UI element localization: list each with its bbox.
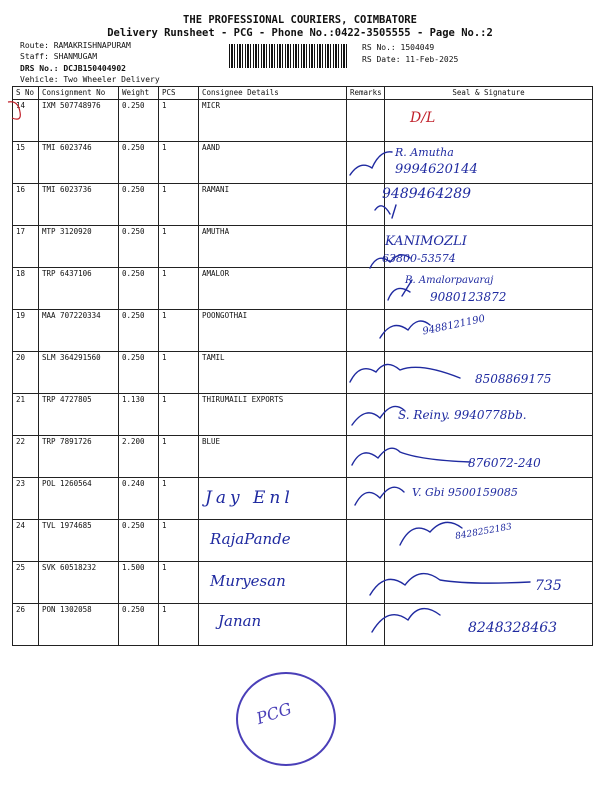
consignment-cell: TRP 6437106 bbox=[39, 268, 119, 310]
remarks-cell bbox=[347, 520, 385, 562]
pcs-cell: 1 bbox=[159, 142, 199, 184]
remarks-cell bbox=[347, 352, 385, 394]
remarks-cell bbox=[347, 184, 385, 226]
handwritten-phone: 8248328463 bbox=[468, 620, 558, 636]
sno-cell: 25 bbox=[13, 562, 39, 604]
handwritten-phone: 63800-53574 bbox=[382, 252, 456, 265]
consignee-cell: TAMIL bbox=[199, 352, 347, 394]
remarks-cell bbox=[347, 268, 385, 310]
route-label: Route: RAMAKRISHNAPURAM bbox=[20, 41, 131, 50]
pcs-cell: 1 bbox=[159, 604, 199, 646]
consignment-cell: POL 1260564 bbox=[39, 478, 119, 520]
col-consignment: Consignment No bbox=[39, 87, 119, 100]
vehicle-label: Vehicle: Two Wheeler Delivery bbox=[20, 75, 160, 84]
weight-cell: 1.500 bbox=[119, 562, 159, 604]
weight-cell: 1.130 bbox=[119, 394, 159, 436]
handwritten-phone: 9080123872 bbox=[430, 290, 507, 304]
remarks-cell bbox=[347, 100, 385, 142]
company-title: THE PROFESSIONAL COURIERS, COIMBATORE bbox=[183, 14, 417, 26]
consignment-cell: TVL 1974685 bbox=[39, 520, 119, 562]
pcs-cell: 1 bbox=[159, 394, 199, 436]
signature-cell bbox=[385, 310, 593, 352]
consignee-cell: AAND bbox=[199, 142, 347, 184]
sno-cell: 22 bbox=[13, 436, 39, 478]
handwritten-remark: D/L bbox=[410, 110, 436, 126]
consignment-cell: TRP 7891726 bbox=[39, 436, 119, 478]
handwritten-phone: 8508869175 bbox=[475, 372, 552, 386]
weight-cell: 0.250 bbox=[119, 352, 159, 394]
handwritten-consignee: Jay Enl bbox=[205, 488, 294, 508]
handwritten-consignee: Janan bbox=[218, 612, 262, 630]
consignment-cell: SLM 364291560 bbox=[39, 352, 119, 394]
staff-label: Staff: SHANMUGAM bbox=[20, 52, 98, 61]
company-stamp bbox=[236, 672, 336, 766]
remarks-cell bbox=[347, 604, 385, 646]
consignee-cell: THIRUMAILI EXPORTS bbox=[199, 394, 347, 436]
handwritten-name: KANIMOZLI bbox=[385, 234, 467, 249]
runsheet-table bbox=[12, 86, 593, 646]
sno-cell: 24 bbox=[13, 520, 39, 562]
col-consignee: Consignee Details bbox=[199, 87, 347, 100]
consignee-cell: POONGOTHAI bbox=[199, 310, 347, 352]
sno-cell: 20 bbox=[13, 352, 39, 394]
handwritten-name: R. Amutha bbox=[395, 146, 454, 159]
pcs-cell: 1 bbox=[159, 310, 199, 352]
drs-value: DCJB150404902 bbox=[63, 64, 126, 73]
table-row bbox=[13, 226, 593, 268]
remarks-cell bbox=[347, 436, 385, 478]
weight-cell: 0.250 bbox=[119, 520, 159, 562]
rs-number: RS No.: 1504049 bbox=[362, 43, 435, 52]
handwritten-phone: 9488121190 bbox=[421, 313, 487, 338]
remarks-cell bbox=[347, 562, 385, 604]
handwritten-phone: 8428252183 bbox=[454, 522, 513, 542]
sno-cell: 21 bbox=[13, 394, 39, 436]
consignee-cell: BLUE bbox=[199, 436, 347, 478]
pcs-cell: 1 bbox=[159, 520, 199, 562]
sno-cell: 18 bbox=[13, 268, 39, 310]
handwritten-note: V. Gbi 9500159085 bbox=[412, 486, 518, 499]
consignee-cell: AMALOR bbox=[199, 268, 347, 310]
table-row bbox=[13, 562, 593, 604]
sno-cell: 17 bbox=[13, 226, 39, 268]
drs-label: DRS No.: bbox=[20, 64, 59, 73]
remarks-cell bbox=[347, 310, 385, 352]
consignment-cell: MAA 707220334 bbox=[39, 310, 119, 352]
weight-cell: 2.200 bbox=[119, 436, 159, 478]
weight-cell: 0.240 bbox=[119, 478, 159, 520]
pcs-cell: 1 bbox=[159, 226, 199, 268]
consignee-cell: AMUTHA bbox=[199, 226, 347, 268]
barcode bbox=[229, 44, 349, 68]
weight-cell: 0.250 bbox=[119, 142, 159, 184]
col-sno: S No bbox=[13, 87, 39, 100]
runsheet-subtitle: Delivery Runsheet - PCG - Phone No.:0422-3505555 - Page No.:2 bbox=[107, 27, 493, 39]
weight-cell: 0.250 bbox=[119, 604, 159, 646]
sno-cell: 15 bbox=[13, 142, 39, 184]
weight-cell: 0.250 bbox=[119, 184, 159, 226]
sno-cell: 14 bbox=[13, 100, 39, 142]
consignment-cell: PON 1302058 bbox=[39, 604, 119, 646]
remarks-cell bbox=[347, 142, 385, 184]
pcs-cell: 1 bbox=[159, 268, 199, 310]
pcs-cell: 1 bbox=[159, 352, 199, 394]
col-signature: Seal & Signature bbox=[385, 87, 593, 100]
sno-cell: 26 bbox=[13, 604, 39, 646]
weight-cell: 0.250 bbox=[119, 268, 159, 310]
remarks-cell bbox=[347, 226, 385, 268]
stamp-text: PCG bbox=[253, 698, 294, 729]
table-row bbox=[13, 100, 593, 142]
col-pcs: PCS bbox=[159, 87, 199, 100]
handwritten-phone: 735 bbox=[535, 578, 562, 594]
handwritten-consignee: RajaPande bbox=[210, 530, 291, 548]
consignee-cell: RAMANI bbox=[199, 184, 347, 226]
consignment-cell: TRP 4727805 bbox=[39, 394, 119, 436]
sno-cell: 23 bbox=[13, 478, 39, 520]
handwritten-phone: 876072-240 bbox=[468, 456, 541, 470]
pcs-cell: 1 bbox=[159, 436, 199, 478]
sno-cell: 16 bbox=[13, 184, 39, 226]
remarks-cell bbox=[347, 394, 385, 436]
pcs-cell: 1 bbox=[159, 100, 199, 142]
table-row bbox=[13, 310, 593, 352]
sno-cell: 19 bbox=[13, 310, 39, 352]
consignee-cell: MICR bbox=[199, 100, 347, 142]
table-row bbox=[13, 184, 593, 226]
pcs-cell: 1 bbox=[159, 184, 199, 226]
col-remarks: Remarks bbox=[347, 87, 385, 100]
col-weight: Weight bbox=[119, 87, 159, 100]
rs-date: RS Date: 11-Feb-2025 bbox=[362, 55, 459, 64]
pcs-cell: 1 bbox=[159, 478, 199, 520]
handwritten-consignee: Muryesan bbox=[210, 572, 286, 590]
remarks-cell bbox=[347, 478, 385, 520]
consignment-cell: MTP 3120920 bbox=[39, 226, 119, 268]
weight-cell: 0.250 bbox=[119, 310, 159, 352]
pcs-cell: 1 bbox=[159, 562, 199, 604]
consignment-cell: IXM 507748976 bbox=[39, 100, 119, 142]
weight-cell: 0.250 bbox=[119, 100, 159, 142]
handwritten-note: S. Reiny. 9940778bb. bbox=[398, 408, 527, 422]
handwritten-name: R. Amalorpavaraj bbox=[405, 275, 494, 286]
drs-number bbox=[20, 64, 126, 73]
handwritten-phone: 9489464289 bbox=[382, 186, 472, 202]
consignment-cell: TMI 6023736 bbox=[39, 184, 119, 226]
weight-cell: 0.250 bbox=[119, 226, 159, 268]
table-header-row bbox=[13, 87, 593, 100]
consignment-cell: TMI 6023746 bbox=[39, 142, 119, 184]
table-row bbox=[13, 142, 593, 184]
handwritten-phone: 9994620144 bbox=[395, 162, 478, 177]
consignment-cell: SVK 60518232 bbox=[39, 562, 119, 604]
